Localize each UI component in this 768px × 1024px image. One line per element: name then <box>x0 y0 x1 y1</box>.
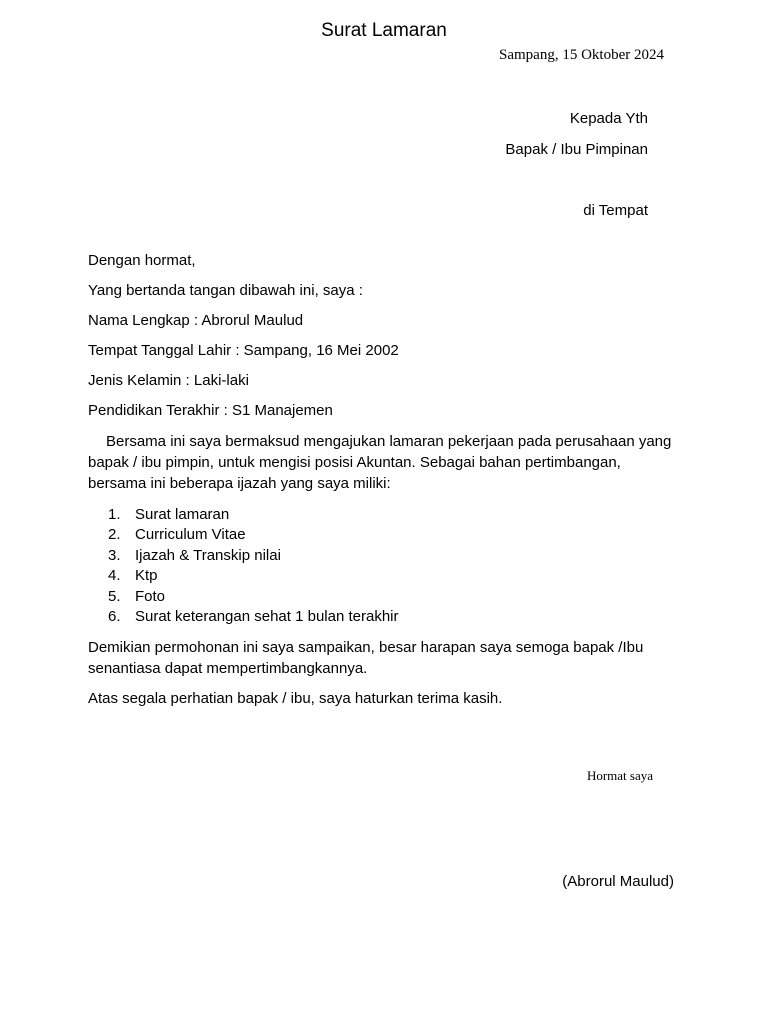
recipient-line-1: Kepada Yth <box>569 110 648 127</box>
recipient-line-2: Bapak / Ibu Pimpinan <box>505 141 648 158</box>
main-paragraph-line: bersama ini beberapa ijazah yang saya miliki: <box>88 475 391 492</box>
list-item-text: Ijazah & Transkip nilai <box>135 546 281 564</box>
intro-line: Yang bertanda tangan dibawah ini, saya : <box>88 282 363 299</box>
list-item <box>108 505 399 525</box>
main-paragraph <box>88 431 672 494</box>
list-item <box>108 525 399 545</box>
sign-greeting: Hormat saya <box>586 768 653 783</box>
list-item-number: 5. <box>108 587 121 605</box>
list-item-text: Surat keterangan sehat 1 bulan terakhir <box>135 608 399 626</box>
document-list <box>108 505 399 627</box>
closing-paragraph-line: Demikian permohonan ini saya sampaikan, besar harapan saya semoga bapak /Ibu <box>88 639 644 656</box>
recipient-line-3: di Tempat <box>583 202 648 219</box>
list-item-text: Ktp <box>135 567 158 585</box>
list-item-text: Surat lamaran <box>135 506 230 523</box>
field-full-name: Nama Lengkap : Abrorul Maulud <box>88 312 304 329</box>
closing-paragraph <box>88 637 643 679</box>
list-item-number: 2. <box>108 526 121 544</box>
list-item-text: Curriculum Vitae <box>135 526 246 544</box>
list-item <box>108 546 399 566</box>
list-item <box>108 587 399 607</box>
thanks-line: Atas segala perhatian bapak / ibu, saya haturkan terima kasih. <box>88 690 503 707</box>
main-paragraph-line: Bersama ini saya bermaksud mengajukan lamaran pekerjaan pada perusahaan yang <box>106 433 672 450</box>
closing-paragraph-line: senantiasa dapat mempertimbangkannya. <box>88 660 368 677</box>
place-date: Sampang, 15 Oktober 2024 <box>499 47 664 63</box>
field-last-education: Pendidikan Terakhir : S1 Manajemen <box>88 402 333 419</box>
list-item <box>108 607 399 627</box>
field-birth-place-date: Tempat Tanggal Lahir : Sampang, 16 Mei 2002 <box>88 342 399 359</box>
signer-name: (Abrorul Maulud) <box>562 873 674 890</box>
letter-title: Surat Lamaran <box>321 20 447 41</box>
list-item-number: 6. <box>108 608 121 626</box>
list-item-number: 3. <box>108 546 121 564</box>
field-gender: Jenis Kelamin : Laki-laki <box>88 372 249 389</box>
list-item-text: Foto <box>135 587 166 605</box>
main-paragraph-line: bapak / ibu pimpin, untuk mengisi posisi Akuntan. Sebagai bahan pertimbangan, <box>88 454 621 471</box>
salutation: Dengan hormat, <box>88 252 196 269</box>
list-item <box>108 566 399 586</box>
list-item-number: 1. <box>108 506 121 523</box>
list-item-number: 4. <box>108 567 121 585</box>
